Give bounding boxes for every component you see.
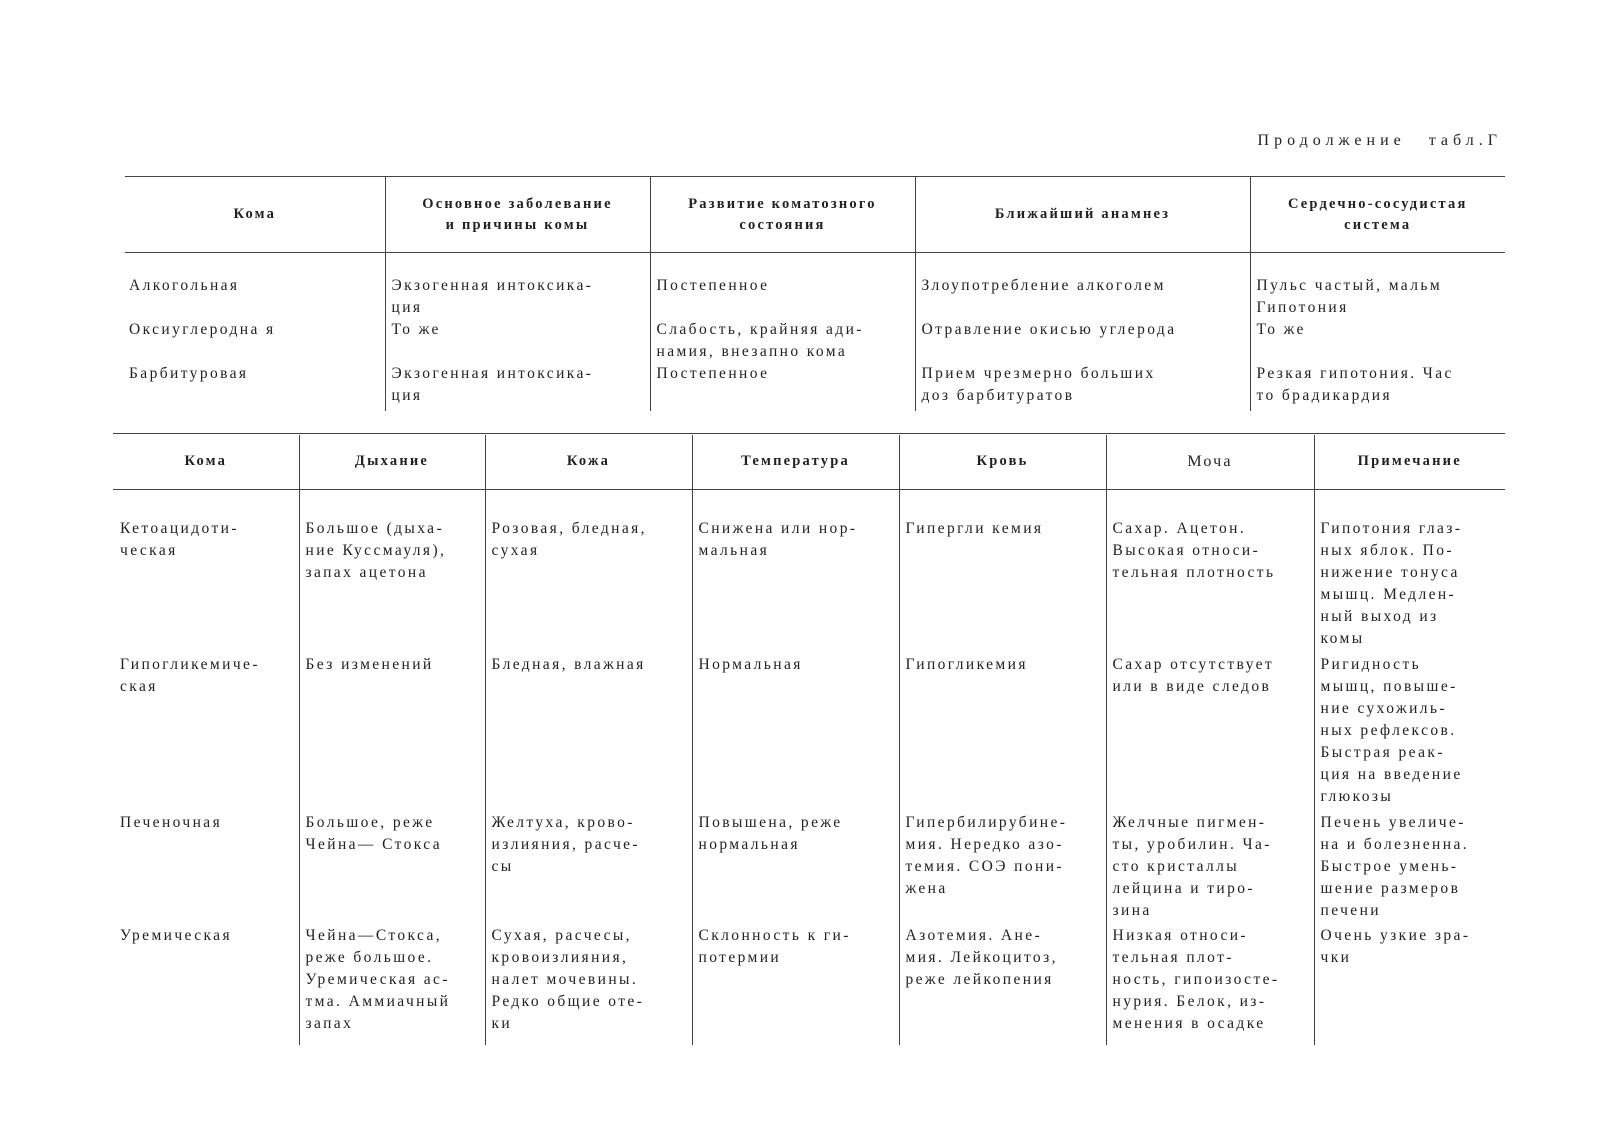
table-row: [113, 925, 1505, 1045]
cell-coma: Гипогликемиче- ская: [120, 656, 260, 695]
header-skin: Кожа: [485, 435, 692, 489]
header-note: Примечание: [1314, 435, 1505, 489]
cell-coma: Печеночная: [120, 814, 223, 831]
header-development: Развитие коматозного состояния: [650, 177, 915, 253]
header-blood: Кровь: [899, 435, 1106, 489]
table-header-row: [113, 435, 1505, 489]
header-disease-cause: Основное заболевание и причины комы: [385, 177, 650, 253]
table-row: [125, 363, 1505, 411]
cell-cardiovascular: Резкая гипотония. Час то брадикардия: [1250, 363, 1505, 411]
header-urine: Моча: [1106, 435, 1314, 489]
cell-temperature: Снижена или нор- мальная: [692, 489, 899, 654]
table-caption: Продолжение табл.Г: [1257, 132, 1502, 149]
cell-urine: Сахар. Ацетон. Высокая относи- тельная плотность: [1106, 489, 1314, 654]
cell-development: Постепенное: [650, 363, 915, 411]
cell-disease-cause: То же: [385, 319, 650, 363]
table-row: [125, 319, 1505, 363]
cell-temperature: Склонность к ги- потермии: [692, 925, 899, 1045]
cell-skin: Сухая, расчесы, кровоизлияния, налет мочевины. Редко общие оте- ки: [485, 925, 692, 1045]
cell-note: Очень узкие зра- чки: [1314, 925, 1505, 1045]
cell-development: Слабость, крайняя ади- намия, внезапно кома: [650, 319, 915, 363]
cell-coma: Кетоацидоти- ческая: [120, 519, 239, 559]
cell-urine: Сахар отсутствует или в виде следов: [1106, 654, 1314, 812]
cell-note: Ригидность мышц, повыше- ние сухожиль- ных рефлексов. Быстрая реак- ция на введение глюкозы: [1314, 654, 1505, 812]
cell-skin: Желтуха, крово- излияния, расче- сы: [485, 812, 692, 925]
coma-table-part2: [113, 435, 1505, 1045]
cell-anamnesis: Отравление окисью углерода: [915, 319, 1250, 363]
cell-breathing: Без изменений: [299, 654, 485, 812]
cell-blood: Гипергли кемия: [899, 489, 1106, 654]
cell-skin: Розовая, бледная, сухая: [485, 489, 692, 654]
header-temperature: Температура: [692, 435, 899, 489]
cell-skin: Бледная, влажная: [485, 654, 692, 812]
cell-development: Постепенное: [650, 253, 915, 320]
cell-blood: Азотемия. Ане- мия. Лейкоцитоз, реже лейкопения: [899, 925, 1106, 1045]
table-row: [125, 253, 1505, 320]
header-cardiovascular: Сердечно-сосудистая система: [1250, 177, 1505, 253]
cell-blood: Гипербилирубине- мия. Нередко азо- темия. СОЭ пони- жена: [899, 812, 1106, 925]
cell-blood: Гипогликемия: [899, 654, 1106, 812]
cell-disease-cause: Экзогенная интоксика- ция: [385, 253, 650, 320]
cell-note: Печень увеличе- на и болезненна. Быстрое умень- шение размеров печени: [1314, 812, 1505, 925]
cell-breathing: Большое (дыха- ние Куссмауля), запах ацетона: [299, 489, 485, 654]
header-anamnesis: Ближайший анамнез: [915, 177, 1250, 253]
cell-temperature: Повышена, реже нормальная: [692, 812, 899, 925]
table-row: [113, 489, 1505, 654]
cell-coma: Барбитуровая: [129, 365, 249, 382]
table-row: [113, 812, 1505, 925]
cell-anamnesis: Прием чрезмерно больших доз барбитуратов: [915, 363, 1250, 411]
cell-disease-cause: Экзогенная интоксика- ция: [385, 363, 650, 411]
cell-breathing: Большое, реже Чейна— Стокса: [299, 812, 485, 925]
header-breathing: Дыхание: [299, 435, 485, 489]
header-coma: Кома: [113, 435, 299, 489]
table-divider: [113, 433, 1505, 434]
cell-anamnesis: Злоупотребление алкоголем: [915, 253, 1250, 320]
cell-temperature: Нормальная: [692, 654, 899, 812]
cell-urine: Низкая относи- тельная плот- ность, гипоизосте- нурия. Белок, из- менения в осадке: [1106, 925, 1314, 1045]
table-row: [113, 654, 1505, 812]
cell-urine: Желчные пигмен- ты, уробилин. Ча- сто кристаллы лейцина и тиро- зина: [1106, 812, 1314, 925]
header-coma: Кома: [125, 177, 385, 253]
coma-table-part1: [125, 176, 1505, 411]
cell-coma: Алкогольная: [129, 277, 240, 294]
cell-breathing: Чейна—Стокса, реже большое. Уремическая ас- тма. Аммиачный запах: [299, 925, 485, 1045]
cell-cardiovascular: Пульс частый, мальм Гипотония: [1250, 253, 1505, 320]
cell-note: Гипотония глаз- ных яблок. По- нижение тонуса мышц. Медлен- ный выход из комы: [1314, 489, 1505, 654]
table-header-row: [125, 177, 1505, 253]
cell-coma: Оксиуглеродна я: [129, 321, 276, 338]
cell-cardiovascular: То же: [1250, 319, 1505, 363]
cell-coma: Уремическая: [120, 927, 232, 944]
